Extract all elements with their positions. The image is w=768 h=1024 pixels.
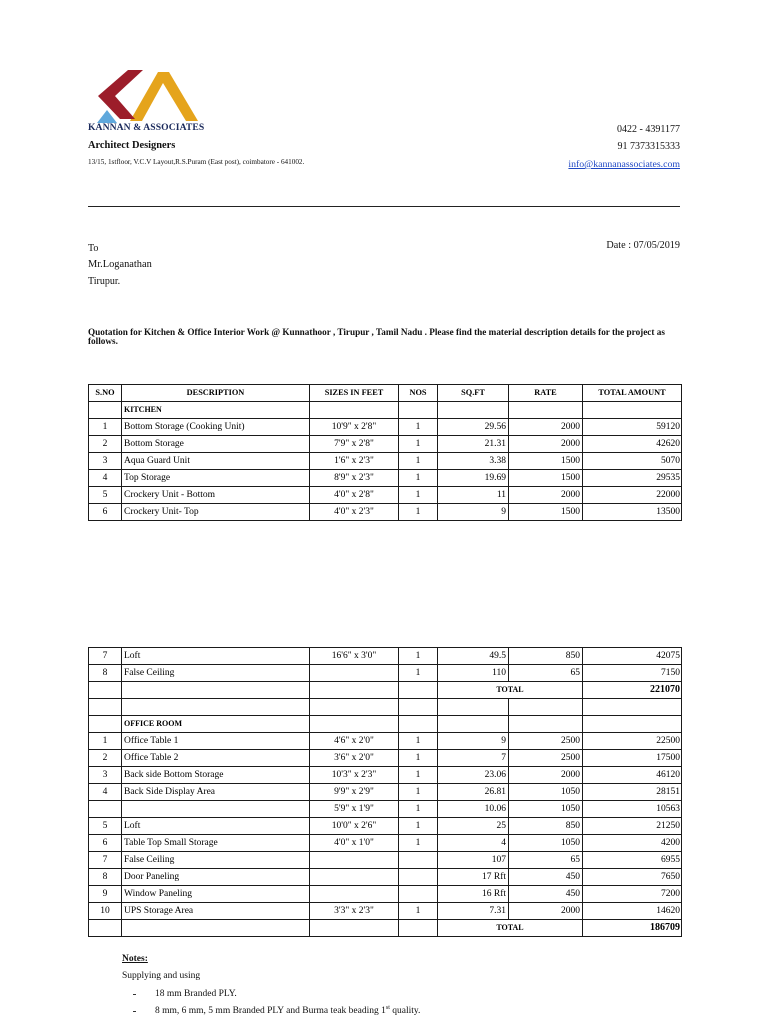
notes-item-text: 18 mm Branded PLY. <box>155 989 237 999</box>
empty-cell <box>583 699 682 716</box>
description-cell: Loft <box>122 818 310 835</box>
table-row <box>89 665 682 682</box>
size-cell: 10'3" x 2'3" <box>310 767 399 784</box>
notes-item <box>155 988 237 1000</box>
amount-cell: 29535 <box>583 470 682 487</box>
size-cell: 4'6" x 2'0" <box>310 733 399 750</box>
kitchen-total-label: TOTAL <box>438 682 583 699</box>
sqft-cell: 9 <box>438 504 509 521</box>
size-cell: 4'0" x 1'0" <box>310 835 399 852</box>
table-row <box>89 487 682 504</box>
size-cell: 16'6" x 3'0" <box>310 648 399 665</box>
nos-cell: 1 <box>399 665 438 682</box>
nos-cell: 1 <box>399 504 438 521</box>
description-cell: False Ceiling <box>122 852 310 869</box>
table-row <box>89 784 682 801</box>
table-row <box>89 504 682 521</box>
quotation-date: Date : 07/05/2019 <box>606 240 680 251</box>
description-cell: Bottom Storage <box>122 436 310 453</box>
empty-cell <box>509 716 583 733</box>
kitchen-total-row <box>89 682 682 699</box>
empty-cell <box>509 699 583 716</box>
amount-cell: 7150 <box>583 665 682 682</box>
sno-cell: 2 <box>89 750 122 767</box>
nos-cell: 1 <box>399 453 438 470</box>
size-cell: 4'0" x 2'8" <box>310 487 399 504</box>
table-header <box>89 385 682 402</box>
rate-cell: 2000 <box>509 767 583 784</box>
kitchen-total-amount: 221070 <box>583 682 682 699</box>
rate-cell: 1500 <box>509 453 583 470</box>
sqft-cell: 25 <box>438 818 509 835</box>
amount-cell: 4200 <box>583 835 682 852</box>
sqft-cell: 7 <box>438 750 509 767</box>
kitchen-rows <box>89 419 682 521</box>
company-logo-graphic <box>90 68 200 124</box>
amount-cell: 13500 <box>583 504 682 521</box>
table-row <box>89 835 682 852</box>
description-cell: Crockery Unit - Bottom <box>122 487 310 504</box>
description-cell: Office Table 2 <box>122 750 310 767</box>
size-cell: 8'9" x 2'3" <box>310 470 399 487</box>
empty-cell <box>438 699 509 716</box>
nos-cell <box>399 869 438 886</box>
rate-cell: 2000 <box>509 419 583 436</box>
amount-cell: 7200 <box>583 886 682 903</box>
table-row <box>89 886 682 903</box>
empty-cell <box>399 682 438 699</box>
sqft-cell: 26.81 <box>438 784 509 801</box>
email-link[interactable]: info@kannanassociates.com <box>568 159 680 170</box>
amount-cell: 21250 <box>583 818 682 835</box>
amount-cell: 17500 <box>583 750 682 767</box>
bullet-icon <box>133 1011 136 1012</box>
sqft-cell: 9 <box>438 733 509 750</box>
sqft-cell: 29.56 <box>438 419 509 436</box>
office-total-row <box>89 920 682 937</box>
amount-cell: 10563 <box>583 801 682 818</box>
description-cell: Back side Bottom Storage <box>122 767 310 784</box>
recipient-salutation: To <box>88 243 99 254</box>
rate-cell: 450 <box>509 886 583 903</box>
company-address: 13/15, 1stfloor, V.C.V Layout,R.S.Puram (East post), coimbatore - 641002. <box>88 158 305 166</box>
sqft-cell: 11 <box>438 487 509 504</box>
amount-cell: 46120 <box>583 767 682 784</box>
amount-cell: 22500 <box>583 733 682 750</box>
sqft-cell: 49.5 <box>438 648 509 665</box>
empty-cell <box>89 716 122 733</box>
sno-cell: 3 <box>89 767 122 784</box>
header-row <box>89 385 682 402</box>
empty-cell <box>583 402 682 419</box>
section-title-office: OFFICE ROOM <box>122 716 310 733</box>
nos-cell: 1 <box>399 436 438 453</box>
quotation-intro: Quotation for Kitchen & Office Interior Work @ Kunnathoor , Tirupur , Tamil Nadu . Please find the material description details for the project as follows. <box>88 327 665 346</box>
size-cell: 4'0" x 2'3" <box>310 504 399 521</box>
nos-cell: 1 <box>399 767 438 784</box>
sno-cell: 5 <box>89 487 122 504</box>
empty-cell <box>399 699 438 716</box>
rate-cell: 1500 <box>509 470 583 487</box>
section-row-office <box>89 716 682 733</box>
description-cell: False Ceiling <box>122 665 310 682</box>
nos-cell: 1 <box>399 470 438 487</box>
notes-item-text: 8 mm, 6 mm, 5 mm Branded PLY and Burma teak beading 1 <box>155 1006 386 1016</box>
company-logo <box>90 68 200 124</box>
empty-cell <box>122 699 310 716</box>
rate-cell: 850 <box>509 818 583 835</box>
description-cell: Crockery Unit- Top <box>122 504 310 521</box>
sqft-cell: 110 <box>438 665 509 682</box>
section-row-kitchen <box>89 402 682 419</box>
notes-heading: Notes: <box>122 954 148 964</box>
empty-cell <box>399 920 438 937</box>
size-cell <box>310 869 399 886</box>
description-cell: Top Storage <box>122 470 310 487</box>
kitchen-total-block <box>89 682 682 733</box>
sno-cell: 2 <box>89 436 122 453</box>
column-header-sno: S.NO <box>89 385 122 402</box>
company-name: KANNAN & ASSOCIATES <box>88 122 205 133</box>
table-row <box>89 801 682 818</box>
notes-item-text-end: quality. <box>389 1006 421 1016</box>
sno-cell: 8 <box>89 869 122 886</box>
description-cell: Office Table 1 <box>122 733 310 750</box>
empty-cell <box>310 716 399 733</box>
notes-item-superscript: st <box>385 1005 390 1011</box>
sqft-cell: 4 <box>438 835 509 852</box>
amount-cell: 42620 <box>583 436 682 453</box>
office-total-amount: 186709 <box>583 920 682 937</box>
sno-cell: 9 <box>89 886 122 903</box>
sqft-cell: 17 Rft <box>438 869 509 886</box>
nos-cell: 1 <box>399 419 438 436</box>
size-cell <box>310 665 399 682</box>
size-cell <box>310 852 399 869</box>
nos-cell: 1 <box>399 801 438 818</box>
description-cell: UPS Storage Area <box>122 903 310 920</box>
nos-cell <box>399 886 438 903</box>
nos-cell: 1 <box>399 903 438 920</box>
size-cell: 3'3" x 2'3" <box>310 903 399 920</box>
sqft-cell: 23.06 <box>438 767 509 784</box>
amount-cell: 7650 <box>583 869 682 886</box>
amount-cell: 28151 <box>583 784 682 801</box>
column-header-description: DESCRIPTION <box>122 385 310 402</box>
empty-cell <box>310 402 399 419</box>
description-cell: Table Top Small Storage <box>122 835 310 852</box>
rate-cell: 65 <box>509 852 583 869</box>
nos-cell: 1 <box>399 750 438 767</box>
sno-cell: 5 <box>89 818 122 835</box>
sno-cell: 4 <box>89 470 122 487</box>
sno-cell: 4 <box>89 784 122 801</box>
empty-cell <box>89 402 122 419</box>
nos-cell: 1 <box>399 835 438 852</box>
table-row <box>89 903 682 920</box>
amount-cell: 59120 <box>583 419 682 436</box>
company-phone: 0422 - 4391177 <box>617 124 680 135</box>
empty-cell <box>509 402 583 419</box>
nos-cell <box>399 852 438 869</box>
rate-cell: 450 <box>509 869 583 886</box>
column-header-rate: RATE <box>509 385 583 402</box>
sno-cell: 7 <box>89 648 122 665</box>
header-divider <box>88 206 680 207</box>
description-cell: Window Paneling <box>122 886 310 903</box>
table-row <box>89 818 682 835</box>
rate-cell: 1050 <box>509 784 583 801</box>
company-tagline: Architect Designers <box>88 140 176 151</box>
table-row <box>89 750 682 767</box>
recipient-name: Mr.Loganathan <box>88 259 152 270</box>
empty-cell <box>310 699 399 716</box>
nos-cell: 1 <box>399 784 438 801</box>
description-cell: Loft <box>122 648 310 665</box>
amount-cell: 5070 <box>583 453 682 470</box>
empty-cell <box>89 699 122 716</box>
empty-cell <box>399 402 438 419</box>
rate-cell: 2500 <box>509 733 583 750</box>
table-row <box>89 436 682 453</box>
company-mobile: 91 7373315333 <box>617 141 680 152</box>
rate-cell: 2000 <box>509 436 583 453</box>
table-row <box>89 869 682 886</box>
table-row <box>89 453 682 470</box>
recipient-city: Tirupur. <box>88 276 121 287</box>
amount-cell: 6955 <box>583 852 682 869</box>
quotation-table-part-2 <box>88 647 682 937</box>
table-row <box>89 470 682 487</box>
column-header-sqft: SQ.FT <box>438 385 509 402</box>
empty-cell <box>310 682 399 699</box>
table-row <box>89 419 682 436</box>
spacer-row <box>89 699 682 716</box>
sqft-cell: 7.31 <box>438 903 509 920</box>
description-cell: Bottom Storage (Cooking Unit) <box>122 419 310 436</box>
sno-cell: 8 <box>89 665 122 682</box>
section-title-kitchen: KITCHEN <box>122 402 310 419</box>
rate-cell: 1050 <box>509 801 583 818</box>
amount-cell: 22000 <box>583 487 682 504</box>
amount-cell: 42075 <box>583 648 682 665</box>
empty-cell <box>89 920 122 937</box>
table-row <box>89 733 682 750</box>
size-cell: 3'6" x 2'0" <box>310 750 399 767</box>
nos-cell: 1 <box>399 818 438 835</box>
nos-cell: 1 <box>399 733 438 750</box>
empty-cell <box>89 682 122 699</box>
rate-cell: 1050 <box>509 835 583 852</box>
size-cell: 5'9" x 1'9" <box>310 801 399 818</box>
office-rows <box>89 733 682 920</box>
empty-cell <box>122 920 310 937</box>
size-cell: 10'0" x 2'6" <box>310 818 399 835</box>
quotation-table-part-1 <box>88 384 682 521</box>
empty-cell <box>583 716 682 733</box>
office-total-block <box>89 920 682 937</box>
description-cell: Back Side Display Area <box>122 784 310 801</box>
office-total-label: TOTAL <box>438 920 583 937</box>
rate-cell: 2500 <box>509 750 583 767</box>
nos-cell: 1 <box>399 487 438 504</box>
amount-cell: 14620 <box>583 903 682 920</box>
sqft-cell: 3.38 <box>438 453 509 470</box>
logo-orange-roof <box>130 72 198 121</box>
column-header-nos: NOS <box>399 385 438 402</box>
sno-cell: 6 <box>89 504 122 521</box>
description-cell: Aqua Guard Unit <box>122 453 310 470</box>
rate-cell: 2000 <box>509 487 583 504</box>
description-cell: Door Paneling <box>122 869 310 886</box>
empty-cell <box>438 402 509 419</box>
rate-cell: 65 <box>509 665 583 682</box>
sno-cell: 10 <box>89 903 122 920</box>
rate-cell: 1500 <box>509 504 583 521</box>
bullet-icon <box>133 994 136 995</box>
kitchen-section <box>89 402 682 419</box>
sqft-cell: 21.31 <box>438 436 509 453</box>
sno-cell: 1 <box>89 419 122 436</box>
size-cell: 7'9" x 2'8" <box>310 436 399 453</box>
empty-cell <box>399 716 438 733</box>
empty-cell <box>310 920 399 937</box>
table-row <box>89 648 682 665</box>
sqft-cell: 16 Rft <box>438 886 509 903</box>
size-cell: 9'9" x 2'9" <box>310 784 399 801</box>
sno-cell: 7 <box>89 852 122 869</box>
sno-cell: 6 <box>89 835 122 852</box>
table-row <box>89 852 682 869</box>
sno-cell: 3 <box>89 453 122 470</box>
size-cell <box>310 886 399 903</box>
rate-cell: 2000 <box>509 903 583 920</box>
size-cell: 10'9" x 2'8" <box>310 419 399 436</box>
empty-cell <box>438 716 509 733</box>
column-header-size: SIZES IN FEET <box>310 385 399 402</box>
sqft-cell: 10.06 <box>438 801 509 818</box>
notes-intro: Supplying and using <box>122 971 201 981</box>
nos-cell: 1 <box>399 648 438 665</box>
table-row <box>89 767 682 784</box>
column-header-amount: TOTAL AMOUNT <box>583 385 682 402</box>
empty-cell <box>122 682 310 699</box>
notes-item <box>155 1005 420 1017</box>
description-cell <box>122 801 310 818</box>
size-cell: 1'6" x 2'3" <box>310 453 399 470</box>
sqft-cell: 107 <box>438 852 509 869</box>
kitchen-rows-continued <box>89 648 682 682</box>
sno-cell <box>89 801 122 818</box>
sqft-cell: 19.69 <box>438 470 509 487</box>
rate-cell: 850 <box>509 648 583 665</box>
sno-cell: 1 <box>89 733 122 750</box>
